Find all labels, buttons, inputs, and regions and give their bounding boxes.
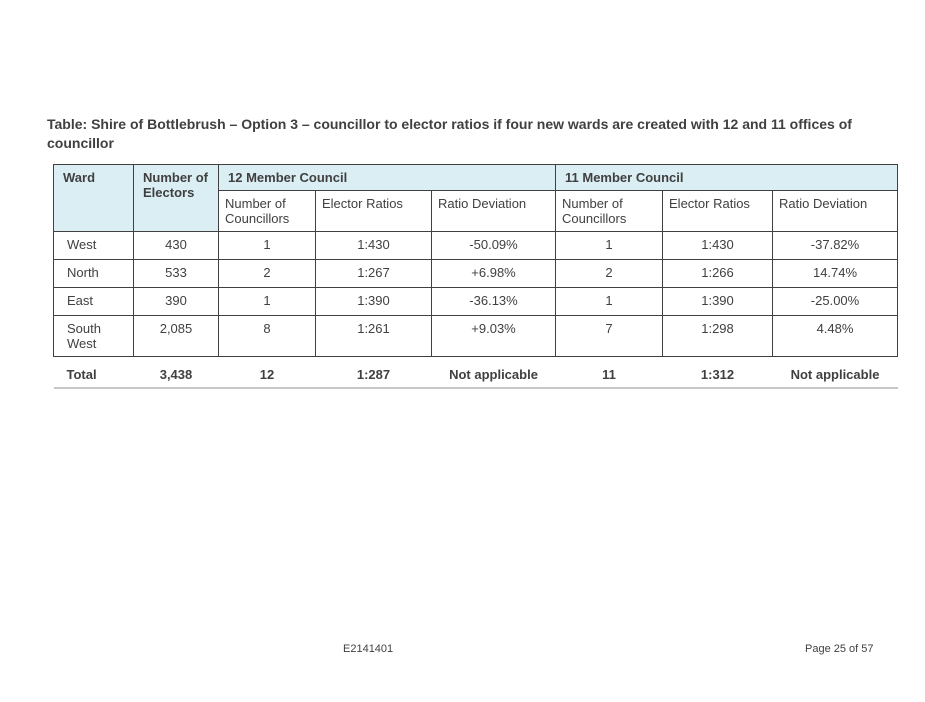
table-row [54,288,898,316]
cell-deviation-12: +6.98% [432,260,556,288]
document-code: E2141401 [343,643,394,655]
col-header-ratio-deviation-11: Ratio Deviation [773,191,898,232]
cell-electors: 390 [134,288,219,316]
cell-ratio-12: 1:267 [316,260,432,288]
cell-electors: 3,438 [134,357,219,389]
group-header-11-member: 11 Member Council [556,165,898,191]
cell-deviation-12: -50.09% [432,232,556,260]
cell-ratio-12: 1:430 [316,232,432,260]
cell-councillors-11: 1 [556,232,663,260]
cell-deviation-11: 4.48% [773,316,898,357]
table-row [54,232,898,260]
total-row [54,357,898,389]
cell-deviation-12: Not applicable [432,357,556,389]
cell-ward: Total [54,357,134,389]
col-header-elector-ratios-11: Elector Ratios [663,191,773,232]
cell-deviation-11: Not applicable [773,357,898,389]
cell-deviation-12: +9.03% [432,316,556,357]
cell-councillors-11: 11 [556,357,663,389]
cell-councillors-12: 12 [219,357,316,389]
cell-deviation-11: -25.00% [773,288,898,316]
col-header-electors: Number of Electors [134,165,219,232]
cell-ratio-11: 1:312 [663,357,773,389]
cell-ratio-11: 1:298 [663,316,773,357]
col-header-ward: Ward [54,165,134,232]
group-header-12-member: 12 Member Council [219,165,556,191]
cell-ward: North [54,260,134,288]
cell-deviation-12: -36.13% [432,288,556,316]
cell-ratio-11: 1:430 [663,232,773,260]
table-row [54,260,898,288]
cell-ratio-12: 1:390 [316,288,432,316]
cell-electors: 533 [134,260,219,288]
cell-electors: 430 [134,232,219,260]
cell-ratio-11: 1:390 [663,288,773,316]
cell-ratio-12: 1:261 [316,316,432,357]
cell-councillors-12: 2 [219,260,316,288]
col-header-councillors-12: Number of Councillors [219,191,316,232]
cell-councillors-11: 2 [556,260,663,288]
cell-councillors-12: 1 [219,288,316,316]
col-header-ratio-deviation-12: Ratio Deviation [432,191,556,232]
cell-ward: East [54,288,134,316]
cell-ratio-11: 1:266 [663,260,773,288]
page-number: Page 25 of 57 [805,643,874,655]
col-header-councillors-11: Number of Councillors [556,191,663,232]
cell-deviation-11: 14.74% [773,260,898,288]
cell-councillors-12: 1 [219,232,316,260]
cell-councillors-11: 7 [556,316,663,357]
table-caption: Table: Shire of Bottlebrush – Option 3 – councillor to elector ratios if four new wards are created with 12 and 11 offices of councillor [47,116,852,151]
cell-councillors-11: 1 [556,288,663,316]
cell-deviation-11: -37.82% [773,232,898,260]
cell-ratio-12: 1:287 [316,357,432,389]
cell-ward: West [54,232,134,260]
elector-ratio-table [53,164,898,389]
table-row [54,316,898,357]
cell-electors: 2,085 [134,316,219,357]
cell-ward: South West [54,316,134,357]
cell-councillors-12: 8 [219,316,316,357]
col-header-elector-ratios-12: Elector Ratios [316,191,432,232]
